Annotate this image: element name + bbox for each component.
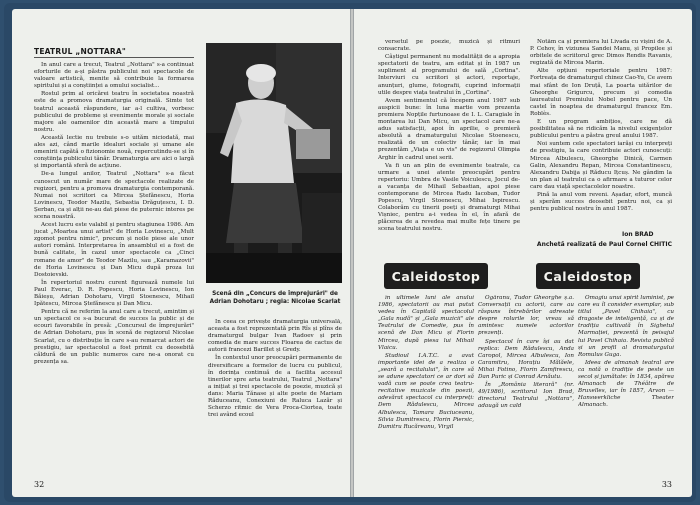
signature-name: Ion BRAD bbox=[622, 231, 654, 238]
left-text-column-2 bbox=[208, 319, 342, 479]
right-lower-column-2 bbox=[478, 295, 574, 479]
paragraph: Avem sentimentul că începem anul 1987 sub auspicii bune: în luna martie vom prezenta premiera Nopțile furtunoase de I. L. Caragiale în montarea lui Dan Micu, un spectacol care ne-a adus satisfacții, apoi în aprilie, o premieră absolută a dramaturgului Nicolae Stoenescu, realizată de un colectiv tânăr, iar în mai prezentăm „Viața e un vis" de regizorul Olimpia Arghir în cadrul unei serii. bbox=[378, 97, 520, 161]
paragraph: E un program ambițios, care ne dă posibilitatea să ne ridicăm la nivelul exigențelor publicului pentru a păstra greul anului 1987. bbox=[530, 119, 672, 140]
paragraph: În contextul unor preocupări permanente de diversificare a formelor de lucru cu publicul, în dorința continuă de a facilita accesul tinerilor spre arta teatrului, Teatrul „Nottara" a inițiat și trei spectacole de poezie, muzică și dans: Maria Tănase și alte poete de Mariam Răduceanu, Conexiuni de Raluca Lazăr și Scherzo ritmic de Vera Proca-Ciortea, toate trei având ecoul bbox=[208, 355, 342, 419]
page-number-right: 33 bbox=[661, 480, 672, 489]
paragraph: Rostul prim al oricărei teatru în societatea noastră este de a promova dramaturgia originală. Simte tot teatrul această răspundere, iar a-l cultiva, vorbesc publicului de probleme și evenimente morale și sociale majore ale oamenilor din această mare a timpului nostru. bbox=[34, 91, 194, 133]
left-text-column-1 bbox=[34, 62, 194, 472]
paragraph: În anul care a trecut, Teatrul „Nottara" s-a continuat eforturile de a-și păstra publicului noi spectacole de valoare artistică, menite să contribuie la formarea spiritului și a conștiinței a omului socialist... bbox=[34, 62, 194, 90]
right-lower-column-3 bbox=[578, 295, 674, 479]
paragraph: De-a lungul anilor, Teatrul „Nottara" s-a făcut cunoscut un număr mare de spectacole realizate de regizori, pentru a promova dramaturgia contemporană. Numai noi scriitori ca Mircea Ștefănescu, Horia Lovinescu, Teodor Mazilu, Sebastia Drăguțescu, I. D. Șerban, ca și alții ne-au dat piese de puternic interes pe scena noastră. bbox=[34, 171, 194, 220]
paragraph: Alte opțiuni repertoriale pentru 1987: Fortreața de dramaturgul chinez Cao-Yu, Ce avem mai sfânt de Ion Druță, La poarta uitărilor de Gheorghe Grigurcu, precum și comedia laureatului Premiului Nobel pentru pace, Un castel în noaptea de dramaturgul francez Em. Roblès. bbox=[530, 68, 672, 117]
book-spread bbox=[4, 3, 696, 502]
paragraph: În „România literară" (nr. 49/1986), scriitorul Ion Brad, directorul Teatrului „Nottara", adaugă un cald bbox=[478, 382, 574, 410]
left-page bbox=[12, 9, 350, 497]
paragraph: Ogăranu, Tudor Gheorghe ș.a. Conversații cu actorii, care au răspuns întrebărilor adresate despre rolurile lor, vreau să amintesc numele actorilor prezenți. bbox=[478, 295, 574, 337]
heading-rule bbox=[34, 57, 194, 58]
article-heading: TEATRUL „NOTTARA" bbox=[34, 47, 126, 56]
paragraph: În repertoriul nostru curent figurează numele lui Paul Everac, D. R. Popescu, Horia Lovinescu, Ion Băieșu, Adrian Dohotaru, Virgil Stoenescu, Mihail Ipătescu, Mircea Ștefănescu și Dan Micu. bbox=[34, 279, 194, 308]
logo-text: Caleidostop bbox=[391, 268, 481, 284]
paragraph: Notăm ca și premiera lui Livada cu vișini de A. P. Cehov, în viziunea Sandei Manu, și Propilee și orbitele de scriitorul grec Dimos Rendis Ravanis, regizată de Mircea Marin. bbox=[530, 39, 672, 67]
paragraph: Noi suntem cele spectatori iarăși cu interpreți de prestigiu, la care contribuie actori cunoscuți: Mircea Albulescu, Gheorghe Dinică, Carmen Galin, Alexandru Repan, Mircea Constantinescu, Alexandru Dabija și Răducu Ițcuș. Ne gândim la un plan al teatrului ca o afirmare a tuturor celor care dau viață spectacolelor noastre. bbox=[530, 141, 672, 190]
scene-photo bbox=[206, 43, 342, 283]
signature-credit: Anchetă realizată de Paul Cornel CHITIC bbox=[536, 241, 672, 248]
right-text-column-1 bbox=[378, 39, 520, 249]
caleidostop-logo bbox=[384, 263, 488, 289]
paragraph: Studioul I.A.T.C. a avut importante idei de a realiza o „seară a recitalului", în care să se adune spectatori ce ar dori să vadă cum se poate crea teatru-recitative muzicale din poezii, adevărat spectacol cu interpreți: Dem Rădulescu, Mircea Albulescu, Tamara Buciuceanu, Silvia Dumitrescu, Florin Piersic, Dumitru Rucăreanu, Virgil bbox=[378, 352, 474, 430]
logo-text: Caleidostop bbox=[543, 268, 633, 284]
caleidostop-logo bbox=[536, 263, 640, 289]
paragraph: versetul pe poezie, muzică și ritmuri consacrate. bbox=[378, 39, 520, 53]
photo-caption: Scenă din „Concurs de împrejurări" de Adrian Dohotaru ; regia: Nicolae Scarlat bbox=[209, 291, 341, 305]
scene-photo-illustration bbox=[206, 43, 342, 283]
paragraph: Spectacol în care își au dat replica: Dem Rădulescu, Anda Caropol, Mircea Albulescu, Ion Caramitru, Horațiu Mălăele, Mihai Fotino, Florin Zamfirescu, Dan Puric și Conrad Arnăutu. bbox=[478, 338, 574, 381]
paragraph: Acest lucru este valabil și pentru stagiunea 1986. Am jucat „Moartea unui artist" de Horia Lovinescu, „Mult zgomot pentru nimic", precum și noile piese ale unor autori români. Interpretarea în ansamblul ei a fost de bună calitate, în cazul unor spectacole ca „Cinci romane de amor" de Teodor Mazilu, sau „Karamazovii" de Horia Lovinescu și Dan Micu după proza lui Dostoievski. bbox=[34, 222, 194, 278]
paragraph: În ceea ce privește dramaturgia universală, aceasta a fost reprezentată prin Rîs și plîns de dramaturgul bulgar Ivan Radoev și prin comedia de mare succes Floarea de cactus de autorii francezi Barillet și Gredy. bbox=[208, 319, 342, 354]
paragraph: Va fi un an plin de evenimente teatrale, ca urmare a unei atente preocupări pentru repertoriu: Umbra de Vasile Voiculescu, Jocul de-a vacanța de Mihail Sebastian, apoi piese contemporane de Mircea Radu Iacoban, Tudor Popescu, Virgil Stoenescu, Mihai Ispirescu. Colaborăm cu tinerii poeți și dramaturgi Mihai Vișniec, pentru a-i vedea în el, în afară de plăcerea de a revedea mai multe fețe tinere pe scena teatrului nostru. bbox=[378, 162, 520, 233]
paragraph: Câștigul permanent nu modalității de a apropia spectatorii de teatru, am editat și în 1987 un supliment al programului de sală „Cortina". Interviuri cu scriitori și actori, reportaje, anunțuri, glume, fotografii, cuprind informații utile despre viața teatrului în „Cortina". bbox=[378, 54, 520, 96]
paragraph: în ultimele luni ale anului 1986, spectatorii au mai putut vedea în Capitală spectacolul „Gala nudă" și „Gala muzicii" ale Teatrului de Comedie, pus în scenă de Dan Micu și Florin Mircea, după piesa lui Mihail Vlaicu. bbox=[378, 295, 474, 351]
paragraph: Pentru că ne referim la anul care a trecut, amintim și un spectacol ce s-a bucurat de succes la public și de ecouri favorabile în presă: „Concursul de împrejurări" de Adrian Dohotaru, pus în scenă de regizorul Nicolae Scarlat, cu o distribuție în care s-au remarcat actori de prestigiu, iar spectacolul a fost primit cu deosebită căldură de un public numeros care ne-a onorat cu prezența sa. bbox=[34, 309, 194, 365]
paragraph: Ideea de almanah teatral are ca notă o tradiție de peste un secol și jumătate: în 1834, apărea Almanach de Théâtre de Bruxelles, iar în 1857, Arvon — Hanswerkliche Theater Almanach. bbox=[578, 359, 674, 409]
right-lower-column-1 bbox=[378, 295, 474, 479]
right-page bbox=[354, 9, 692, 497]
paragraph: Pină la anul vom reveni. Așadar, efort, muncă și sperăm succes deosebit pentru noi, ca și pentru publicul nostru în anul 1987. bbox=[530, 191, 672, 213]
paragraph: Această lectie nu trebuie s-o uităm niciodată, mai ales azi, când marile idealuri sociale și umane ale omenirii capătă o fizionomie nouă, repercutindu-se și în conștiința publicului tânăr. Dramaturgia are aici o largă și importantă sferă de acțiune. bbox=[34, 134, 194, 170]
paragraph: Omagiu unui spirit luminist, pe care eu îl consider exemplar, sub titlul „Pavel Chihaia", cu dragoste de inteligență, ca și de tradiția cultivată în Sighetul Marmației, prezentă în peisajul lui Pavel Chihaia. Revista publică și un profil al dramaturgului Romulus Guga. bbox=[578, 295, 674, 358]
right-text-column-2 bbox=[530, 39, 672, 227]
page-number-left: 32 bbox=[34, 480, 45, 489]
